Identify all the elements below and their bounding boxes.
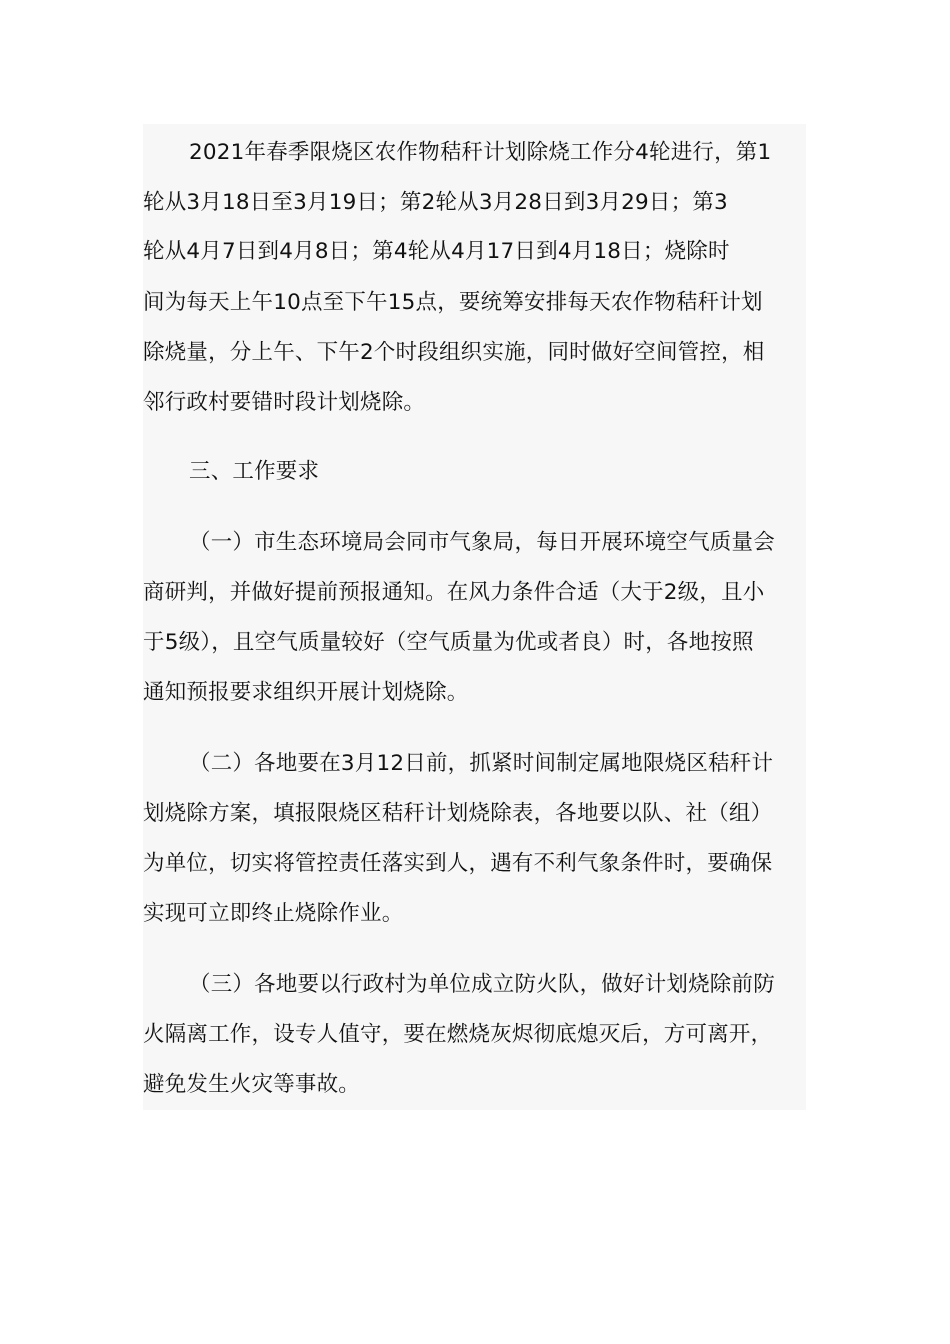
paragraph-2-line-4: 通知预报要求组织开展计划烧除。 (143, 680, 469, 705)
paragraph-3-line-2: 划烧除方案，填报限烧区秸秆计划烧除表，各地要以队、社（组） (143, 801, 773, 826)
paragraph-4-line-2: 火隔离工作，设专人值守，要在燃烧灰烬彻底熄灭后，方可离开， (143, 1022, 773, 1047)
paragraph-1-line-5: 除烧量，分上午、下午2个时段组织实施，同时做好空间管控，相 (143, 340, 765, 365)
paragraph-1-line-3: 轮从4月7日到4月8日；第4轮从4月17日到4月18日；烧除时 (143, 239, 730, 264)
document-text-block (143, 124, 806, 1110)
paragraph-3-line-4: 实现可立即终止烧除作业。 (143, 901, 404, 926)
paragraph-3-line-1: （二）各地要在3月12日前，抓紧时间制定属地限烧区秸秆计 (189, 751, 774, 776)
paragraph-1-line-2: 轮从3月18日至3月19日；第2轮从3月28日到3月29日；第3 (143, 190, 728, 215)
paragraph-2-line-3: 于5级），且空气质量较好（空气质量为优或者良）时，各地按照 (143, 630, 754, 655)
paragraph-4-line-3: 避免发生火灾等事故。 (143, 1072, 361, 1097)
paragraph-1-line-1: 2021年春季限烧区农作物秸秆计划除烧工作分4轮进行，第1 (189, 140, 772, 165)
paragraph-2-line-2: 商研判，并做好提前预报通知。在风力条件合适（大于2级，且小 (143, 580, 765, 605)
paragraph-2-line-1: （一）市生态环境局会同市气象局，每日开展环境空气质量会 (189, 530, 775, 555)
paragraph-1-line-4: 间为每天上午10点至下午15点，要统筹安排每天农作物秸秆计划 (143, 290, 763, 315)
paragraph-4-line-1: （三）各地要以行政村为单位成立防火队，做好计划烧除前防 (189, 972, 775, 997)
section-heading: 三、工作要求 (189, 459, 320, 484)
paragraph-3-line-3: 为单位，切实将管控责任落实到人，遇有不利气象条件时，要确保 (143, 851, 773, 876)
paragraph-1-line-6: 邻行政村要错时段计划烧除。 (143, 390, 426, 415)
